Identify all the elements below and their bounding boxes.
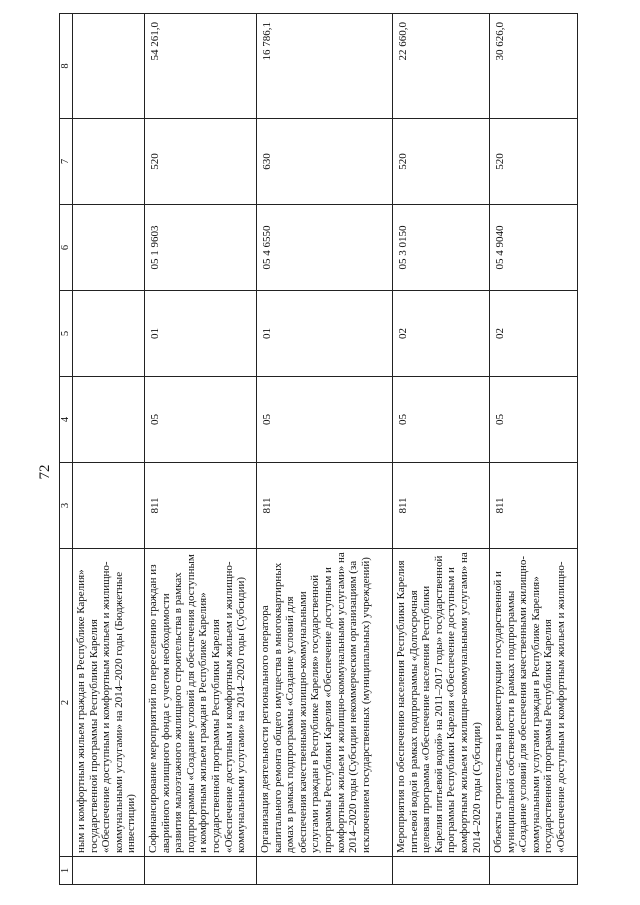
- row-cell-7: [73, 119, 145, 205]
- row-cell-6: 05 4 6550: [257, 205, 393, 291]
- budget-table: [59, 13, 578, 885]
- row-amount: 54 261,0: [145, 14, 257, 119]
- row-amount: 22 660,0: [393, 14, 490, 119]
- row-cell-5: [73, 291, 145, 377]
- row-cell-1: [393, 857, 490, 885]
- row-cell-3: 811: [490, 463, 578, 549]
- col-header-1: 1: [60, 857, 73, 885]
- row-cell-5: 01: [257, 291, 393, 377]
- row-cell-4: [73, 377, 145, 463]
- row-cell-3: 811: [145, 463, 257, 549]
- row-description: ным и комфортным жильем граждан в Республике Карелия» государственной программы Республики Карелия «Обеспечение доступным и комфортным жильем и жилищно-коммунальными услугами» на 2014–2020 годы (Бюджетные инвестиции): [73, 549, 145, 857]
- row-cell-6: 05 3 0150: [393, 205, 490, 291]
- row-cell-7: 630: [257, 119, 393, 205]
- row-cell-4: 05: [393, 377, 490, 463]
- table-row: [145, 14, 257, 885]
- row-amount: 16 786,1: [257, 14, 393, 119]
- col-header-3: 3: [60, 463, 73, 549]
- row-cell-6: 05 1 9603: [145, 205, 257, 291]
- table-row: [393, 14, 490, 885]
- row-cell-7: 520: [145, 119, 257, 205]
- row-description: Мероприятия по обеспечению населения Республики Карелия питьевой водой в рамках подпрограммы «Долгосрочная целевая программа «Обеспечение населения Республики Карелия питьевой водой» на 2011–2017 годы» государственной программы Республики Карелия «Обеспечение доступным и комфортным жильем и жилищно-коммунальными услугами» на 2014–2020 годы (Субсидии): [393, 549, 490, 857]
- table-row: [490, 14, 578, 885]
- row-cell-5: 02: [393, 291, 490, 377]
- col-header-6: 6: [60, 205, 73, 291]
- row-cell-1: [145, 857, 257, 885]
- row-cell-7: 520: [393, 119, 490, 205]
- row-cell-1: [73, 857, 145, 885]
- col-header-5: 5: [60, 291, 73, 377]
- row-description: Организация деятельности регионального оператора капитального ремонта общего имущества в многоквартирных домах в рамках подпрограммы «Создание условий для обеспечения качественными жилищно-коммунальными услугами граждан в Республике Карелия» государственной программы Республики Карелия «Обеспечение доступным и комфортным жильем и жилищно-коммунальными услугами» на 2014–2020 годы (Субсидии некоммерческим организациям (за исключением государственных (муниципальных) учреждений): [257, 549, 393, 857]
- row-cell-3: [73, 463, 145, 549]
- col-header-2: 2: [60, 549, 73, 857]
- row-cell-5: 02: [490, 291, 578, 377]
- table-row: [73, 14, 145, 885]
- row-cell-3: 811: [257, 463, 393, 549]
- row-cell-4: 05: [490, 377, 578, 463]
- row-cell-4: 05: [257, 377, 393, 463]
- table-row: [257, 14, 393, 885]
- page-number: 72: [37, 464, 53, 480]
- column-number-row: [60, 14, 73, 885]
- row-cell-1: [257, 857, 393, 885]
- row-cell-7: 520: [490, 119, 578, 205]
- row-amount: 30 626,0: [490, 14, 578, 119]
- budget-table-rotated: [59, 14, 579, 885]
- row-cell-6: 05 4 9040: [490, 205, 578, 291]
- col-header-4: 4: [60, 377, 73, 463]
- col-header-8: 8: [60, 14, 73, 119]
- row-description: Софинансирование мероприятий по переселению граждан из аварийного жилищного фонда с учетом необходимости развития малоэтажного жилищного строительства в рамках подпрограммы «Создание условий для обеспечения доступным и комфортным жильем граждан в Республике Карелия» государственной программы Республики Карелия «Обеспечение доступным и комфортным жильем и жилищно-коммунальными услугами» на 2014–2020 годы (Субсидии): [145, 549, 257, 857]
- row-cell-5: 01: [145, 291, 257, 377]
- row-amount: [73, 14, 145, 119]
- col-header-7: 7: [60, 119, 73, 205]
- row-description: Объекты строительства и реконструкции государственной и муниципальной собственности в рамках подпрограммы «Создание условий для обеспечения качественными жилищно-коммунальными услугами граждан в Республике Карелия» государственной программы Республики Карелия «Обеспечение доступным и комфортным жильем и жилищно-: [490, 549, 578, 857]
- row-cell-1: [490, 857, 578, 885]
- row-cell-4: 05: [145, 377, 257, 463]
- row-cell-6: [73, 205, 145, 291]
- row-cell-3: 811: [393, 463, 490, 549]
